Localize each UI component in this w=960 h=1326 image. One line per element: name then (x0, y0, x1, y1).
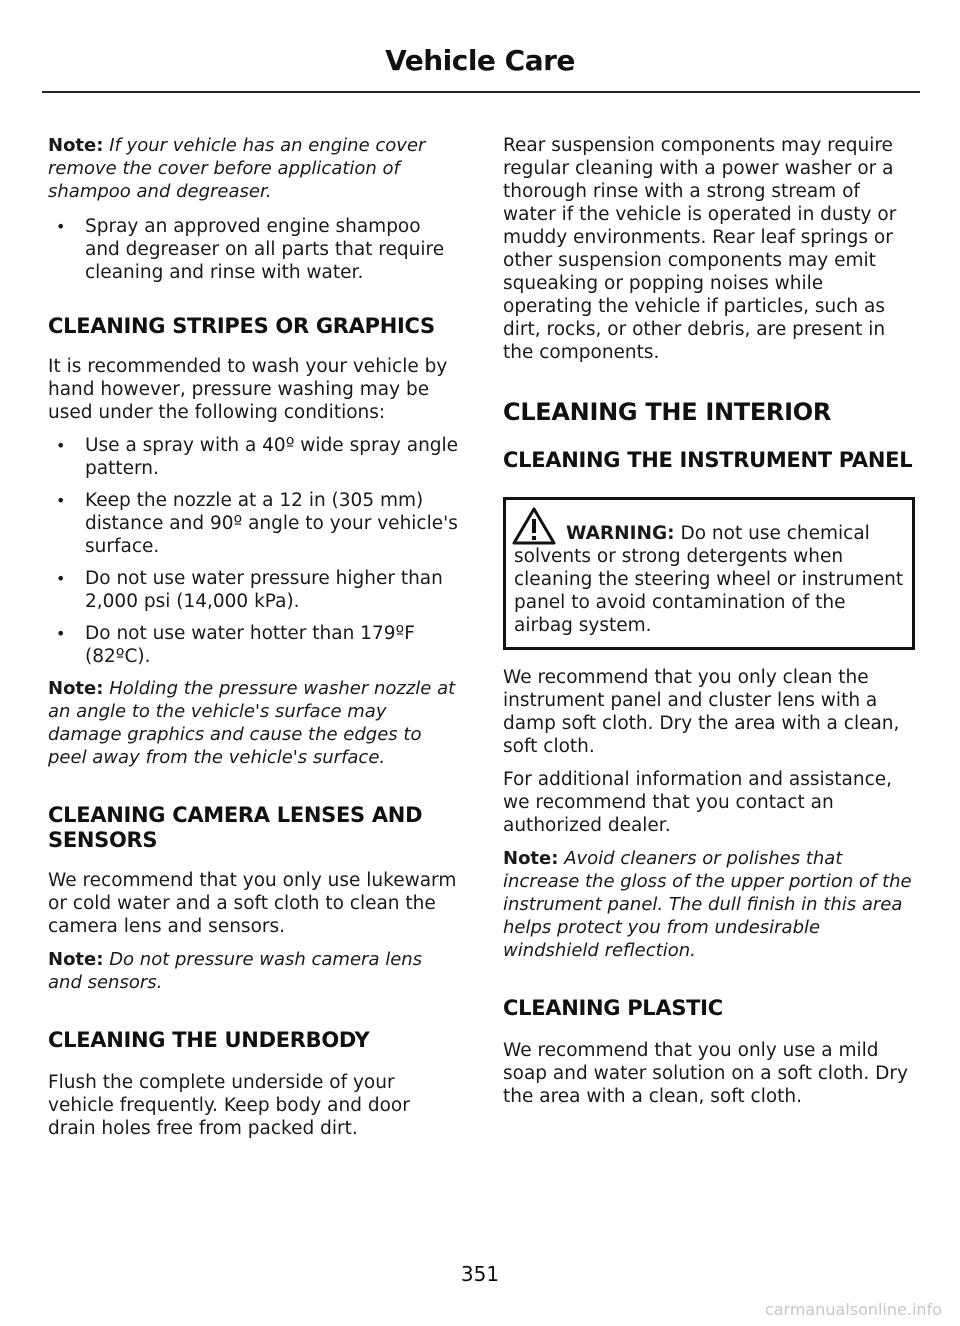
warning-text: Do not use chemical solvents or strong detergents when cleaning the steering wheel or instrument panel to avoid contamination of the airbag system. (514, 523, 904, 636)
heading-instrument-panel: CLEANING THE INSTRUMENT PANEL (503, 448, 913, 472)
heading-camera-sensors: CLEANING CAMERA LENSES AND SENSORS (48, 803, 423, 852)
heading-cleaning-plastic: CLEANING PLASTIC (503, 996, 723, 1020)
note-camera (48, 948, 460, 994)
bullet-list-pressure (48, 434, 460, 668)
note-text: Do not pressure wash camera lens and sensors. (48, 949, 423, 993)
list-item: • Do not use water hotter than 179ºF (82ºC). (48, 622, 460, 668)
left-column (48, 134, 460, 1150)
note-pressure-washer (48, 677, 460, 769)
bullet-list-engine (48, 215, 460, 284)
right-column (503, 134, 915, 1118)
note-label: Note: (48, 949, 104, 970)
list-item: • Spray an approved engine shampoo and degreaser on all parts that require cleaning and rinse with water. (48, 215, 460, 284)
warning-triangle-icon (512, 506, 556, 546)
paragraph-underbody: Flush the complete underside of your vehicle frequently. Keep body and door drain holes free from packed dirt. (48, 1072, 410, 1139)
header-rule (42, 91, 920, 93)
note-label: Note: (48, 678, 104, 699)
note-gloss (503, 847, 915, 962)
warning-label: WARNING: (566, 523, 675, 544)
paragraph-stripes: It is recommended to wash your vehicle by hand however, pressure washing may be used under the following conditions: (48, 356, 448, 423)
list-item: • Keep the nozzle at a 12 in (305 mm) distance and 90º angle to your vehicle's surface. (48, 489, 460, 558)
heading-stripes-graphics: CLEANING STRIPES OR GRAPHICS (48, 314, 435, 338)
list-item: • Do not use water pressure higher than 2,000 psi (14,000 kPa). (48, 567, 460, 613)
page-title: Vehicle Care (385, 44, 575, 77)
note-engine-cover (48, 134, 460, 203)
paragraph-plastic: We recommend that you only use a mild soap and water solution on a soft cloth. Dry the area with a clean, soft cloth. (503, 1040, 908, 1107)
note-text: Avoid cleaners or polishes that increase the gloss of the upper portion of the instrument panel. The dull finish in this area helps protect you from undesirable windshield reflection. (503, 848, 912, 961)
heading-cleaning-interior: CLEANING THE INTERIOR (503, 398, 832, 426)
page-number: 351 (460, 1262, 500, 1286)
note-label: Note: (503, 848, 559, 869)
paragraph-camera: We recommend that you only use lukewarm or cold water and a soft cloth to clean the camera lens and sensors. (48, 870, 457, 937)
paragraph-rear-suspension: Rear suspension components may require regular cleaning with a power washer or a thorough rinse with a strong stream of water if the vehicle is operated in dusty or muddy environments. Rear leaf springs or other suspension components may emit squeaking or popping noises while operating the vehicle if particles, such as dirt, rocks, or other debris, are present in the components. (503, 135, 897, 363)
note-text: Holding the pressure washer nozzle at an angle to the vehicle's surface may damage graphics and cause the edges to peel away from the vehicle's surface. (48, 678, 456, 768)
list-item: • Use a spray with a 40º wide spray angle pattern. (48, 434, 460, 480)
warning-box (503, 497, 915, 650)
note-label: Note: (48, 135, 104, 156)
watermark: carmanualsonline.info (764, 1300, 942, 1319)
paragraph-instrument-clean: We recommend that you only clean the instrument panel and cluster lens with a damp soft cloth. Dry the area with a clean, soft cloth. (503, 667, 900, 757)
note-text: If your vehicle has an engine cover remove the cover before application of shampoo and degreaser. (48, 135, 426, 202)
heading-underbody: CLEANING THE UNDERBODY (48, 1028, 370, 1052)
paragraph-dealer: For additional information and assistance, we recommend that you contact an authorized dealer. (503, 769, 893, 836)
